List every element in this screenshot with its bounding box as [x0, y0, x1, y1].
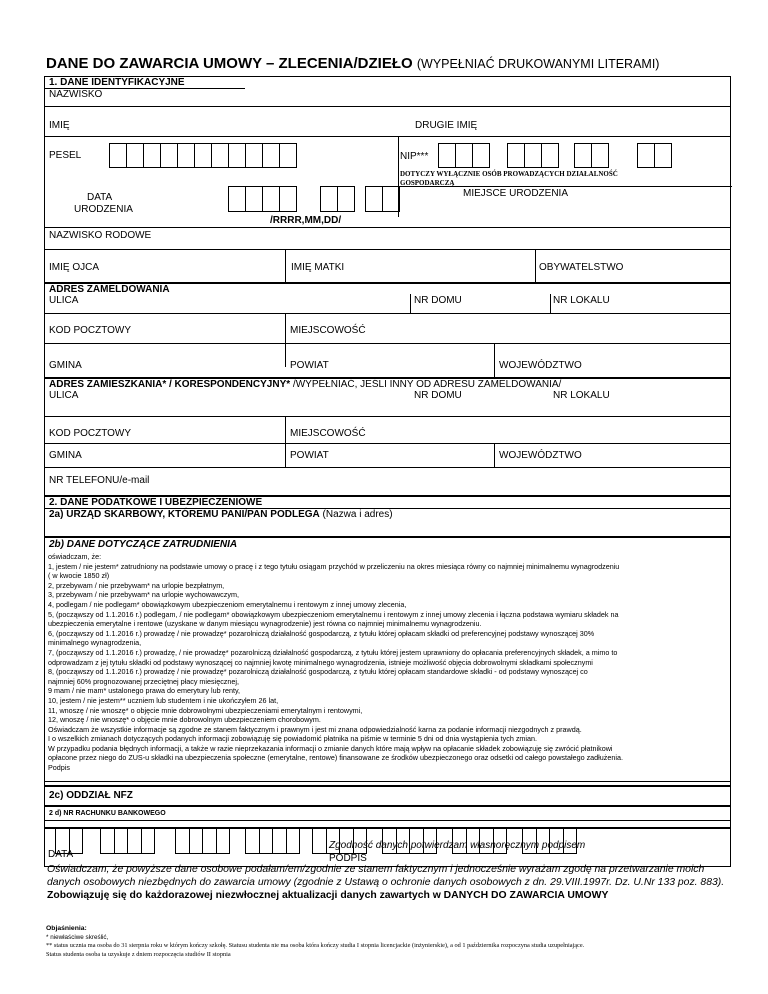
footer-note: Status studenta osoba ta uzyskuje z dniem rozpoczęcia studiów II stopnia [46, 951, 231, 958]
imie-ojca-field[interactable]: IMIĘ OJCA [49, 262, 100, 273]
statement-line: Oświadczam że wszystkie informacje są zgodne ze stanem faktycznym i prawnym i jest mi znana odpowiedzialność karna za podanie informacji niezgodnych z prawdą. [48, 724, 582, 734]
divider [44, 781, 731, 782]
statement-line: 2, przebywam / nie przebywam* na urlopie bezpłatnym, [48, 580, 225, 590]
nip-boxes-2[interactable] [507, 143, 558, 168]
nip-boxes-3[interactable] [574, 143, 608, 168]
footer-note: * niewłaściwe skreślić, [46, 934, 109, 941]
nip-boxes-1[interactable] [438, 143, 489, 168]
nip-note: GOSPODARCZĄ [400, 179, 455, 187]
statement-line: opłacone przez niego do ZUS-u składki na ubezpieczenia społeczne (emerytalne, rentowe) finansowane ze środków ubezpieczonego oraz odsetki od całego powstałego zadłużenia. [48, 753, 623, 763]
divider [285, 314, 286, 367]
nr-lokalu-field[interactable]: NR LOKALU [553, 295, 610, 306]
date-format-hint: /RRRR,MM,DD/ [270, 215, 342, 226]
footer-title: Objaśnienia: [46, 925, 87, 932]
nr-domu-field[interactable]: NR DOMU [414, 390, 462, 401]
urzad-skarbowy-field[interactable] [49, 509, 393, 520]
nr-lokalu-field[interactable]: NR LOKALU [553, 390, 610, 401]
rachunek-label: 2 d) NR RACHUNKU BANKOWEGO [49, 810, 166, 817]
gmina-field[interactable]: GMINA [49, 360, 82, 371]
divider [44, 781, 45, 867]
divider [398, 137, 399, 217]
divider [45, 249, 730, 250]
urzad-note: (Nazwa i adres) [319, 509, 393, 520]
statement-line: ( w kwocie 1850 zł) [48, 571, 110, 581]
ulica-field[interactable]: ULICA [49, 295, 79, 306]
form-subtitle: (WYPEŁNIAĆ DRUKOWANYMI LITERAMI) [416, 57, 660, 71]
divider [45, 313, 730, 314]
divider [45, 805, 730, 807]
statement-line: 6, (począwszy od 1.1.2016 r.) prowadzę / nie prowadzę* pozarolniczą działalność gospodarczą, z tytułu której opłacam składki od preferencyjnej podstawy wynoszącej 30% [48, 628, 595, 638]
statements-list [48, 552, 728, 773]
divider [45, 785, 730, 787]
zgodnosc-text: Zgodność danych potwierdzam własnoręcznym podpisem [329, 840, 586, 851]
statement-line: oświadczam, że: [48, 552, 102, 561]
divider [494, 344, 495, 377]
divider [45, 343, 730, 344]
divider [410, 294, 411, 313]
divider [45, 227, 730, 228]
zamieszkanie-heading-bold: ADRES ZAMIESZKANIA* / KORESPONDENCYJNY* [49, 379, 291, 390]
divider [730, 781, 731, 867]
statement-line: najmniej 60% prognozowanej przeciętnej płacy miesięcznej, [48, 676, 239, 686]
nazwisko-rodowe-field[interactable]: NAZWISKO RODOWE [49, 230, 152, 241]
divider [45, 467, 730, 468]
data-field[interactable]: DATA [48, 849, 74, 860]
statement-line: 8, (począwszy od 1.1.2016 r.) prowadzę / nie prowadzę* pozarolniczą działalność gospodarczą, z tytułu której opłacam standardowe składki - od podstawy wynoszącej co [48, 667, 588, 677]
zameldowanie-heading: ADRES ZAMELDOWANIA [49, 284, 170, 295]
obywatelstwo-field[interactable]: OBYWATELSTWO [539, 262, 624, 273]
zamieszkanie-note: /WYPEŁNIAĆ, JEŚLI INNY OD ADRESU ZAMELDOWANIA/ [290, 379, 562, 390]
miejscowosc-field[interactable]: MIEJSCOWOŚĆ [290, 325, 366, 336]
statement-line: W przypadku podania błędnych informacji, a także w razie nieprzekazania informacji o zmianie danych które mają wpływ na opłacanie składek zobowiązuję się zwrócić płatnikowi [48, 743, 613, 753]
data-urodzenia-label: URODZENIA [74, 204, 133, 215]
nip-note: DOTYCZY WYŁĄCZNIE OSÓB PROWADZĄCYCH DZIAŁALNOŚĆ [400, 170, 618, 178]
nr-domu-field[interactable]: NR DOMU [414, 295, 462, 306]
statement-line: 1, jestem / nie jestem* zatrudniony na podstawie umowy o pracę i z tego tytułu osiągam przychód w przeliczeniu na okres miesiąca równy co najmniej minimalnemu wynagrodzeniu [48, 561, 620, 571]
kod-pocztowy-field[interactable]: KOD POCZTOWY [49, 428, 132, 439]
form-container [44, 76, 731, 821]
divider [550, 294, 551, 313]
zamieszkanie-heading [49, 379, 561, 390]
pesel-label: PESEL [49, 150, 82, 161]
podpis-field[interactable]: PODPIS [329, 853, 367, 864]
statement-line: 11, wnoszę / nie wnoszę* o objęcie mnie dobrowolnymi ubezpieczeniami emerytalnym i rentowymi, [48, 705, 363, 715]
account-boxes-2[interactable] [100, 828, 154, 854]
statement-line: 10, jestem / nie jestem** uczniem lub studentem i nie ukończyłem 26 lat, [48, 695, 279, 705]
form-title: DANE DO ZAWARCIA UMOWY – ZLECENIA/DZIEŁO [46, 55, 413, 72]
page-title [46, 55, 659, 72]
drugie-imie-field[interactable]: DRUGIE IMIĘ [415, 120, 478, 131]
divider [285, 250, 286, 283]
statement-line: 3, przebywam / nie przebywam* na urlopie wychowawczym, [48, 590, 239, 600]
statement-line: 9 mam / nie mam* ustalonego prawa do emerytury lub renty, [48, 686, 241, 696]
divider [398, 186, 732, 187]
telefon-email-field[interactable]: NR TELEFONU/e-mail [49, 475, 150, 486]
pesel-boxes[interactable] [109, 143, 296, 168]
declaration-text [47, 863, 729, 902]
section1-heading: 1. DANE IDENTYFIKACYJNE [49, 77, 185, 88]
nfz-field[interactable]: 2c) ODDZIAŁ NFZ [49, 790, 133, 801]
wojewodztwo-field[interactable]: WOJEWÓDZTWO [499, 450, 582, 461]
powiat-field[interactable]: POWIAT [290, 360, 329, 371]
statement-line: 7, (począwszy od 1.1.2016 r.) prowadzę, / nie prowadzę* pozarolniczą działalność gospodarczą, z tytułu której jestem uprawniony do opłacania preferencyjnych składek, a mimo to [48, 647, 618, 657]
statement-line: ubezpieczenia emerytalne i rentowe (uzyskane w danym miesiącu wynagrodzenie) jest równa co najmniej minimalnemu wynagrodzeniu. [48, 619, 482, 629]
date-year-boxes[interactable] [228, 186, 296, 212]
kod-pocztowy-field[interactable]: KOD POCZTOWY [49, 325, 132, 336]
statement-line: 12, wnoszę / nie wnoszę* o objęcie mnie dobrowolnym ubezpieczeniem chorobowym. [48, 715, 321, 725]
nip-label: NIP*** [400, 151, 429, 162]
nazwisko-field[interactable]: NAZWISKO [49, 89, 103, 100]
statement-line: 5, (począwszy od 1.1.2016 r.) podlegam, / nie podlegam* obowiązkowym ubezpieczeniom emerytalnemu i rentowym z innej umowy zlecenia i łączna podstawa wymiaru składek na [48, 609, 619, 619]
date-day-boxes[interactable] [365, 186, 399, 212]
statement-line: minimalnego wynagrodzenia, [48, 638, 142, 648]
date-month-boxes[interactable] [320, 186, 354, 212]
declaration-italic: Oświadczam, że powyższe dane osobowe podałam/em/zgodnie ze stanem faktycznym i jednocześnie wyrażam zgodę na przetwarzanie moich danych osobowych niezbędnych do zawarcia umowy (zgodnie z Ustawą o ochronie danych osobowych z dn. 29.VIII.1997r. Dz. U.Nr 133 poz. 883). [47, 864, 725, 888]
powiat-field[interactable]: POWIAT [290, 450, 329, 461]
divider [535, 250, 536, 283]
gmina-field[interactable]: GMINA [49, 450, 82, 461]
imie-matki-field[interactable]: IMIĘ MATKI [291, 262, 345, 273]
account-boxes-4[interactable] [245, 828, 299, 854]
divider [45, 443, 730, 444]
ulica-field[interactable]: ULICA [49, 390, 79, 401]
miejsce-urodzenia-field[interactable]: MIEJSCE URODZENIA [463, 188, 569, 199]
statement-line: 4, podlegam / nie podlegam* obowiązkowym ubezpieczeniom emerytalnemu i rentowym z innej umowy zlecenia, [48, 599, 407, 609]
statement-line: odprowadzam z jej tytułu składki od podstawy wynoszącej co najmniej kwotę minimalnego wynagrodzenia, istnieje możliwość objęcia dobrowolnymi składkami społecznymi [48, 657, 593, 667]
statement-line: Podpis [48, 763, 70, 773]
divider [285, 417, 286, 467]
footer-note: ** status ucznia ma osoba do 31 sierpnia roku w którym kończy szkołę. Statusu studenta nie ma osoba która kończy studia I stopnia licencjackie (inżynierskie), a od 1 października rozpoczyna studia uzupełniające. [46, 942, 585, 949]
divider [494, 444, 495, 467]
statement-line: I o wszelkich zmianach dotyczących podanych informacji zobowiązuję się powiadomić płatnika na piśmie w terminie 5 dni od dnia wystąpienia tych zmian. [48, 734, 537, 744]
imie-field[interactable]: IMIĘ [49, 120, 70, 131]
wojewodztwo-field[interactable]: WOJEWÓDZTWO [499, 360, 582, 371]
divider [44, 866, 731, 867]
account-boxes-3[interactable] [175, 828, 229, 854]
divider [45, 416, 730, 417]
divider [45, 536, 730, 538]
divider [45, 136, 730, 137]
data-urodzenia-label: DATA [87, 192, 113, 203]
divider [45, 106, 730, 107]
urzad-label: 2a) URZĄD SKARBOWY, KTÓREMU PANI/PAN PODLEGA [49, 509, 320, 520]
nip-boxes-4[interactable] [637, 143, 671, 168]
zatrudnienie-heading: 2b) DANE DOTYCZĄCE ZATRUDNIENIA [49, 539, 238, 550]
declaration-bold: Zobowiązuję się do każdorazowej niezwłocznej aktualizacji danych zawartych w DANYCH DO ZAWARCIA UMOWY [47, 890, 609, 901]
section2-heading: 2. DANE PODATKOWE I UBEZPIECZENIOWE [49, 497, 263, 508]
miejscowosc-field[interactable]: MIEJSCOWOŚĆ [290, 428, 366, 439]
